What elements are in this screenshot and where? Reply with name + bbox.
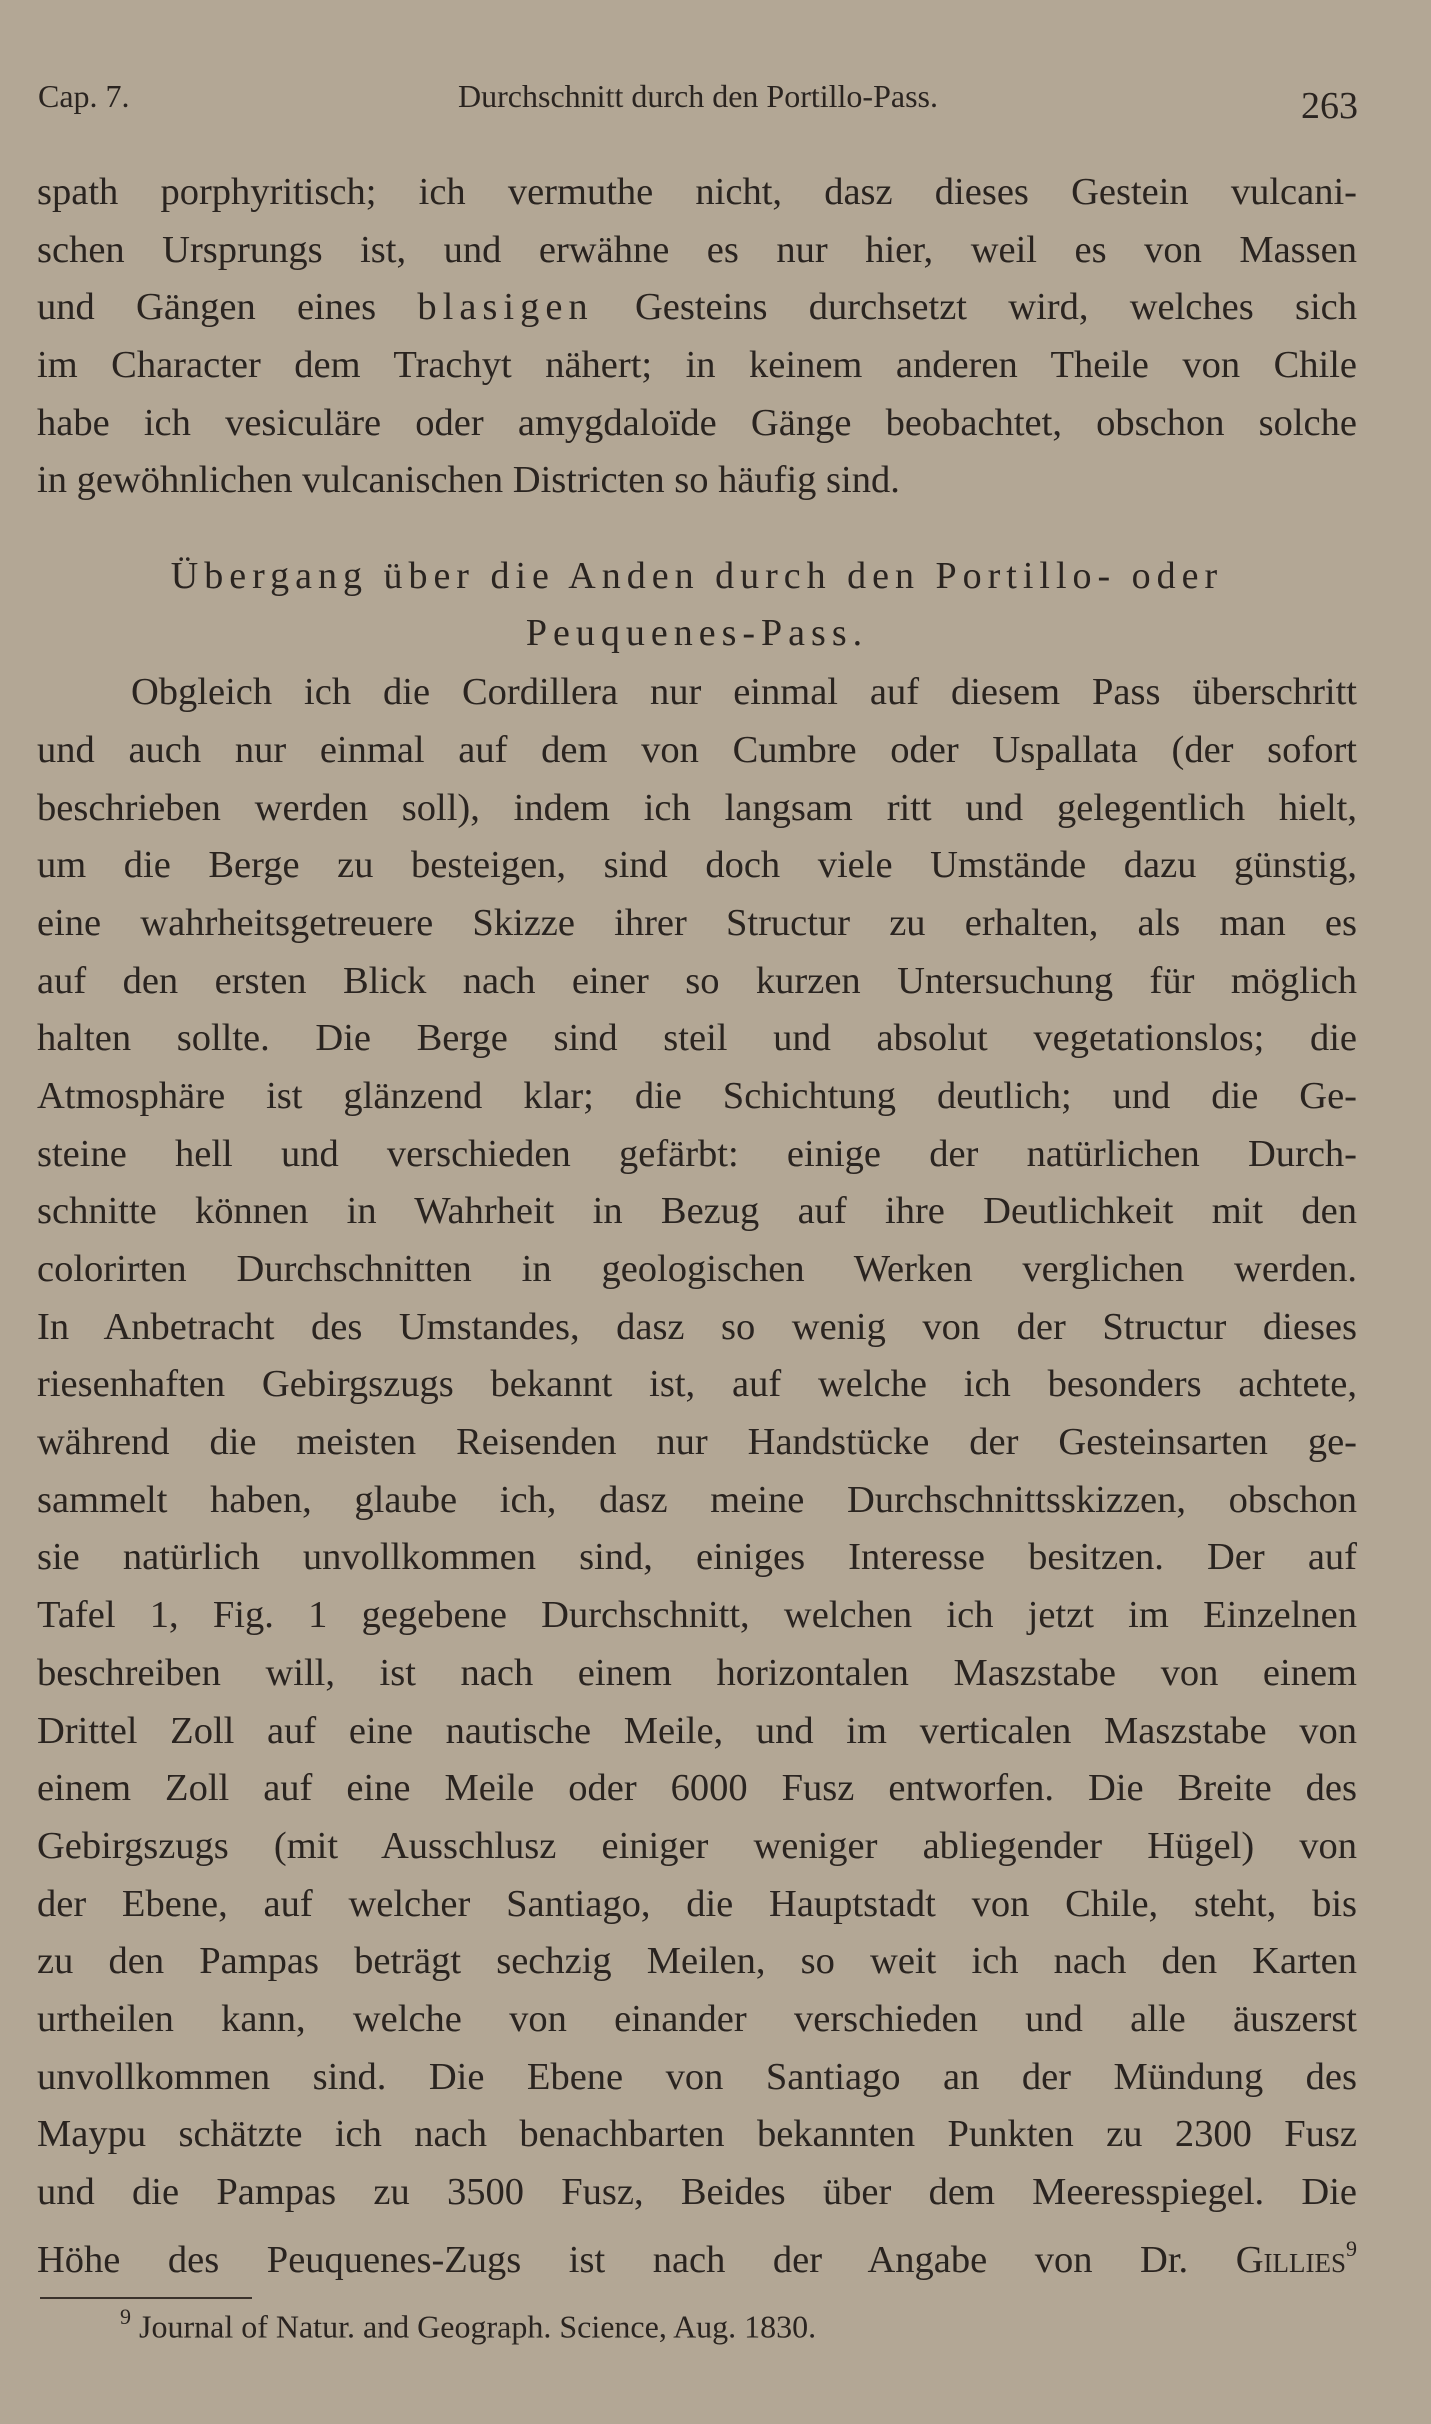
running-title: Durchschnitt durch den Portillo-Pass. (458, 78, 938, 114)
text-line: in gewöhnlichen vulcanischen Districten so häufig sind. (37, 459, 900, 502)
text-line: In Anbetracht des Umstandes, dasz so wenig von der Structur dieses (37, 1305, 1357, 1348)
text-line: spath porphyritisch; ich vermuthe nicht, dasz dieses Gestein vulcani- (37, 171, 1357, 213)
page-body (37, 164, 1357, 2279)
text-line: schnitte können in Wahrheit in Bezug auf ihre Deutlichkeit mit den (37, 1190, 1357, 1233)
text-line: auf den ersten Blick nach einer so kurzen Untersuchung für möglich (37, 959, 1357, 1002)
section-heading-line: Übergang über die Anden durch den Portillo- oder (170, 555, 1224, 598)
footnote-text: Journal of Natur. and Geograph. Science, Aug. 1830. (139, 2308, 817, 2345)
text-line: Tafel 1, Fig. 1 gegebene Durchschnitt, welchen ich jetzt im Einzelnen (37, 1594, 1357, 1637)
section-heading-line: Peuquenes-Pass. (525, 612, 869, 655)
footnote-reference: 9 (1346, 2235, 1357, 2261)
text-line: und Gängen eines blasigen Gesteins durchsetzt wird, welches sich (37, 286, 1357, 329)
section-heading (37, 548, 1357, 662)
text-line: unvollkommen sind. Die Ebene von Santiago an der Mündung des (37, 2055, 1357, 2098)
text-line: Obgleich ich die Cordillera nur einmal auf diesem Pass überschritt (131, 671, 1357, 714)
text-line: zu den Pampas beträgt sechzig Meilen, so weit ich nach den Karten (37, 1940, 1357, 1983)
text-line: um die Berge zu besteigen, sind doch viele Umstände dazu günstig, (37, 844, 1357, 887)
paragraph-main (37, 664, 1357, 2279)
text-line: sammelt haben, glaube ich, dasz meine Durchschnittsskizzen, obschon (37, 1478, 1357, 1521)
text-line: einem Zoll auf eine Meile oder 6000 Fusz entworfen. Die Breite des (37, 1767, 1357, 1810)
footnote-divider (40, 2297, 252, 2299)
text-line: halten sollte. Die Berge sind steil und absolut vegetationslos; die (37, 1017, 1357, 1060)
spaced-emphasis: blasigen (417, 286, 594, 329)
author-name: Gillies (1235, 2238, 1346, 2281)
running-header (38, 72, 1358, 128)
text-line: Maypu schätzte ich nach benachbarten bekannten Punkten zu 2300 Fusz (37, 2113, 1357, 2156)
text-line: Atmosphäre ist glänzend klar; die Schichtung deutlich; und die Ge- (37, 1074, 1357, 1117)
text-line: und die Pampas zu 3500 Fusz, Beides über dem Meeresspiegel. Die (37, 2171, 1357, 2213)
text-line: colorirten Durchschnitten in geologischen Werken verglichen werden. (37, 1248, 1357, 1290)
paragraph-continued (37, 164, 1357, 510)
text-line: eine wahrheitsgetreuere Skizze ihrer Structur zu erhalten, als man es (37, 901, 1357, 944)
chapter-label: Cap. 7. (38, 78, 130, 114)
text-line: im Character dem Trachyt nähert; in keinem anderen Theile von Chile (37, 344, 1357, 387)
text-line: Höhe des Peuquenes-Zugs ist nach der Angabe von Dr. Gillies$^9$ (37, 2235, 1357, 2281)
page-number: 263 (1301, 85, 1358, 127)
footnote (120, 2306, 816, 2346)
text-line: steine hell und verschieden gefärbt: einige der natürlichen Durch- (37, 1132, 1357, 1175)
text-line: und auch nur einmal auf dem von Cumbre oder Uspallata (der sofort (37, 728, 1357, 771)
text-line: sie natürlich unvollkommen sind, einiges Interesse besitzen. Der auf (37, 1536, 1357, 1579)
text-line: Gebirgszugs (mit Ausschlusz einiger weniger abliegender Hügel) von (37, 1824, 1357, 1867)
text-line: während die meisten Reisenden nur Handstücke der Gesteinsarten ge- (37, 1421, 1357, 1464)
text-line: Drittel Zoll auf eine nautische Meile, und im verticalen Maszstabe von (37, 1709, 1357, 1752)
footnote-marker: 9 (120, 2304, 131, 2329)
text-line: riesenhaften Gebirgszugs bekannt ist, auf welche ich besonders achtete, (37, 1363, 1357, 1406)
text-line: habe ich vesiculäre oder amygdaloïde Gänge beobachtet, obschon solche (37, 401, 1357, 444)
text-line: schen Ursprungs ist, und erwähne es nur hier, weil es von Massen (37, 228, 1357, 271)
text-line: urtheilen kann, welche von einander verschieden und alle äuszerst (37, 1997, 1357, 2040)
text-line: beschrieben werden soll), indem ich langsam ritt und gelegentlich hielt, (37, 786, 1357, 829)
text-line: der Ebene, auf welcher Santiago, die Hauptstadt von Chile, steht, bis (37, 1882, 1357, 1925)
text-line: beschreiben will, ist nach einem horizontalen Maszstabe von einem (37, 1651, 1357, 1694)
